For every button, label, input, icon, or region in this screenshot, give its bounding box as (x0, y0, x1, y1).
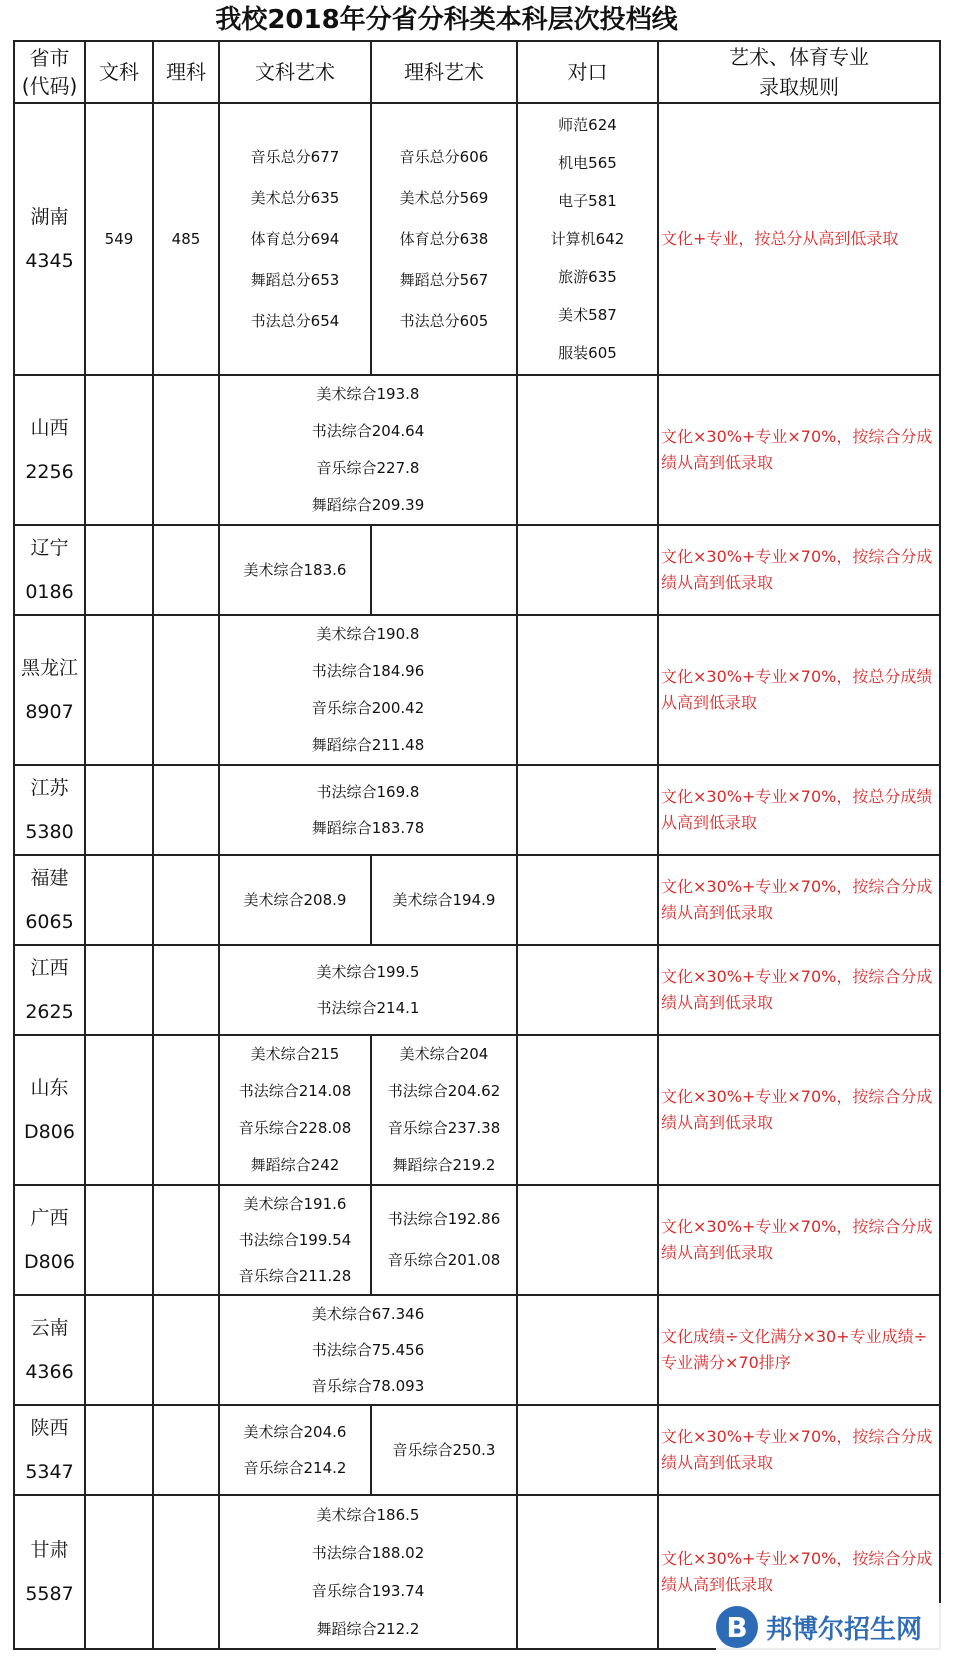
cell-line: 舞蹈综合242 (250, 1156, 340, 1174)
wenke-cell (85, 1295, 153, 1405)
header-province-line2: (代码) (21, 74, 78, 98)
cell-line: 音乐综合228.08 (238, 1119, 352, 1137)
cell-line: 音乐综合237.38 (387, 1119, 501, 1137)
cell-line: 美术综合208.9 (243, 890, 347, 909)
table-row (14, 103, 940, 375)
wenke-cell (85, 1495, 153, 1649)
province-name: 湖南 (30, 206, 69, 228)
province-cell (14, 1295, 85, 1405)
duikou-cell (517, 1035, 658, 1185)
cell-line: 书法总分605 (399, 311, 489, 330)
like-art-cell (371, 1035, 517, 1185)
cell-line: 美术综合183.6 (243, 560, 347, 579)
duikou-cell (517, 855, 658, 945)
like-cell (153, 765, 219, 855)
cell-line: 音乐综合250.3 (392, 1440, 496, 1459)
cell-line: 舞蹈综合219.2 (392, 1156, 496, 1174)
cell-line: 书法综合204.64 (311, 422, 425, 440)
rule-cell: 文化×30%+专业×70%，按综合分成绩从高到低录取 (658, 1035, 940, 1185)
duikou-cell (517, 945, 658, 1035)
cell-line: 书法总分654 (250, 311, 340, 330)
province-cell (14, 945, 85, 1035)
cell-line: 旅游635 (558, 268, 617, 286)
province-name: 黑龙江 (20, 657, 78, 679)
cell-line: 体育总分638 (399, 229, 489, 248)
cell-line: 舞蹈综合211.48 (311, 736, 425, 754)
province-code: D806 (24, 1121, 75, 1143)
art-merged-cell (219, 765, 517, 855)
province-name: 甘肃 (30, 1539, 69, 1561)
province-name: 山西 (30, 417, 69, 439)
art-merged-cell (219, 1295, 517, 1405)
cell-line: 音乐综合214.2 (243, 1459, 347, 1477)
cell-line: 舞蹈综合183.78 (311, 819, 425, 837)
wenke-cell (85, 525, 153, 615)
like-art-cell (371, 525, 517, 615)
like-art-cell (371, 1405, 517, 1495)
cell-line: 书法综合188.02 (311, 1544, 425, 1562)
cell-line: 音乐综合227.8 (316, 459, 420, 477)
cell-line: 美术综合186.5 (316, 1506, 420, 1524)
art-merged-cell (219, 375, 517, 525)
province-code: 5587 (25, 1583, 74, 1605)
rule-cell: 文化×30%+专业×70%，按总分成绩从高到低录取 (658, 765, 940, 855)
cell-line: 书法综合192.86 (387, 1210, 501, 1228)
province-name: 广西 (30, 1207, 69, 1229)
province-cell (14, 1405, 85, 1495)
wenke-cell (85, 1405, 153, 1495)
cell-line: 音乐综合200.42 (311, 699, 425, 717)
watermark-logo-icon: B (716, 1606, 758, 1648)
province-name: 辽宁 (30, 537, 69, 559)
rule-cell: 文化×30%+专业×70%，按综合分成绩从高到低录取 (658, 1185, 940, 1295)
rule-cell: 文化×30%+专业×70%，按综合分成绩从高到低录取 (658, 375, 940, 525)
header-row (14, 41, 940, 103)
score-table (13, 40, 941, 1650)
cell-line: 音乐综合193.74 (311, 1582, 425, 1600)
table-row (14, 1035, 940, 1185)
like-cell (153, 525, 219, 615)
table-body (14, 103, 940, 1649)
like-cell (153, 1495, 219, 1649)
rule-cell: 文化×30%+专业×70%，按总分成绩从高到低录取 (658, 615, 940, 765)
cell-line: 舞蹈综合209.39 (311, 496, 425, 514)
duikou-cell (517, 375, 658, 525)
header-like: 理科 (153, 41, 219, 103)
rule-cell: 文化×30%+专业×70%，按综合分成绩从高到低录取 (658, 1495, 940, 1649)
table-row (14, 375, 940, 525)
art-merged-cell (219, 1495, 517, 1649)
header-rule (658, 41, 940, 103)
duikou-cell (517, 765, 658, 855)
cell-line: 美术587 (558, 306, 617, 324)
header-province (14, 41, 85, 103)
duikou-cell (517, 525, 658, 615)
cell-line: 舞蹈总分567 (399, 270, 489, 289)
rule-cell: 文化×30%+专业×70%，按综合分成绩从高到低录取 (658, 1405, 940, 1495)
duikou-cell (517, 103, 658, 375)
province-code: 2625 (25, 1001, 74, 1023)
table-row (14, 855, 940, 945)
province-name: 福建 (30, 867, 69, 889)
wenke-cell (85, 765, 153, 855)
cell-line: 书法综合199.54 (238, 1231, 352, 1249)
province-cell (14, 855, 85, 945)
art-merged-cell (219, 615, 517, 765)
table-row (14, 615, 940, 765)
like-art-cell (371, 855, 517, 945)
wenke-art-cell (219, 855, 371, 945)
wenke-art-cell (219, 1405, 371, 1495)
cell-line: 美术综合204.6 (243, 1423, 347, 1441)
table-row (14, 1295, 940, 1405)
header-rule-line2: 录取规则 (759, 75, 839, 99)
title-text: 我校2018年分省分科类本科层次投档线 (215, 5, 678, 35)
like-cell (153, 945, 219, 1035)
cell-line: 美术综合204 (399, 1045, 489, 1063)
province-code: 4366 (25, 1361, 74, 1383)
table-row (14, 765, 940, 855)
wenke-art-cell (219, 525, 371, 615)
cell-line: 美术综合67.346 (311, 1305, 425, 1323)
province-cell (14, 765, 85, 855)
province-name: 陕西 (30, 1417, 69, 1439)
cell-line: 舞蹈综合212.2 (316, 1620, 420, 1638)
table-row (14, 1405, 940, 1495)
header-rule-line1: 艺术、体育专业 (729, 45, 869, 69)
like-cell (153, 1185, 219, 1295)
like-cell (153, 1295, 219, 1405)
province-cell (14, 1185, 85, 1295)
province-code: 6065 (25, 911, 74, 933)
province-cell (14, 615, 85, 765)
duikou-cell (517, 1295, 658, 1405)
cell-line: 美术综合190.8 (316, 625, 420, 643)
province-cell (14, 375, 85, 525)
cell-line: 书法综合204.62 (387, 1082, 501, 1100)
watermark (716, 1603, 944, 1651)
duikou-cell (517, 1185, 658, 1295)
cell-line: 书法综合75.456 (311, 1341, 425, 1359)
wenke-cell (85, 615, 153, 765)
watermark-text: 邦博尔招生网 (766, 1614, 923, 1645)
province-code: 0186 (25, 581, 74, 603)
province-name: 山东 (30, 1077, 69, 1099)
cell-line: 音乐综合78.093 (311, 1377, 425, 1395)
rule-cell: 文化+专业，按总分从高到低录取 (658, 103, 940, 375)
wenke-cell (85, 1185, 153, 1295)
province-code: 8907 (25, 701, 74, 723)
page-title (0, 2, 953, 38)
wenke-cell: 549 (85, 103, 153, 375)
province-code: 2256 (25, 461, 74, 483)
wenke-cell (85, 945, 153, 1035)
wenke-cell (85, 375, 153, 525)
wenke-art-cell (219, 1185, 371, 1295)
cell-line: 机电565 (558, 154, 617, 172)
like-art-cell (371, 103, 517, 375)
header-wenke-art: 文科艺术 (219, 41, 371, 103)
like-cell (153, 1405, 219, 1495)
duikou-cell (517, 1405, 658, 1495)
like-cell (153, 855, 219, 945)
header-wenke: 文科 (85, 41, 153, 103)
duikou-cell (517, 1495, 658, 1649)
rule-cell: 文化×30%+专业×70%，按综合分成绩从高到低录取 (658, 855, 940, 945)
cell-line: 师范624 (558, 116, 617, 134)
cell-line: 书法综合169.8 (316, 783, 420, 801)
cell-line: 体育总分694 (250, 229, 340, 248)
cell-line: 音乐总分606 (399, 147, 489, 166)
cell-line: 美术总分635 (250, 188, 340, 207)
header-province-line1: 省市 (29, 46, 70, 70)
cell-line: 服装605 (558, 344, 617, 362)
header-duikou: 对口 (517, 41, 658, 103)
cell-line: 音乐总分677 (250, 147, 340, 166)
wenke-art-cell (219, 103, 371, 375)
cell-line: 书法综合214.1 (316, 999, 420, 1017)
province-name: 江苏 (30, 777, 69, 799)
like-cell (153, 375, 219, 525)
art-merged-cell (219, 945, 517, 1035)
cell-line: 美术综合193.8 (316, 385, 420, 403)
rule-cell: 文化成绩÷文化满分×30+专业成绩÷专业满分×70排序 (658, 1295, 940, 1405)
duikou-cell (517, 615, 658, 765)
cell-line: 舞蹈总分653 (250, 270, 340, 289)
province-code: 5380 (25, 821, 74, 843)
province-cell (14, 1495, 85, 1649)
province-code: 5347 (25, 1461, 74, 1483)
cell-line: 书法综合184.96 (311, 662, 425, 680)
cell-line: 美术综合194.9 (392, 890, 496, 909)
like-cell (153, 615, 219, 765)
cell-line: 美术总分569 (399, 188, 489, 207)
wenke-cell (85, 855, 153, 945)
table-row (14, 945, 940, 1035)
like-art-cell (371, 1185, 517, 1295)
cell-line: 电子581 (558, 192, 617, 210)
wenke-cell (85, 1035, 153, 1185)
province-cell (14, 103, 85, 375)
cell-line: 美术综合199.5 (316, 963, 420, 981)
cell-line: 计算机642 (550, 230, 625, 248)
province-cell (14, 525, 85, 615)
cell-line: 书法综合214.08 (238, 1082, 352, 1100)
province-name: 云南 (30, 1317, 69, 1339)
like-cell: 485 (153, 103, 219, 375)
wenke-art-cell (219, 1035, 371, 1185)
header-like-art: 理科艺术 (371, 41, 517, 103)
rule-cell: 文化×30%+专业×70%，按综合分成绩从高到低录取 (658, 525, 940, 615)
table-row (14, 525, 940, 615)
table-row (14, 1185, 940, 1295)
cell-line: 音乐综合211.28 (238, 1267, 352, 1285)
cell-line: 美术综合191.6 (243, 1195, 347, 1213)
cell-line: 美术综合215 (250, 1045, 340, 1063)
cell-line: 音乐综合201.08 (387, 1251, 501, 1269)
province-code: 4345 (25, 250, 74, 272)
province-code: D806 (24, 1251, 75, 1273)
province-cell (14, 1035, 85, 1185)
province-name: 江西 (30, 957, 69, 979)
rule-cell: 文化×30%+专业×70%，按综合分成绩从高到低录取 (658, 945, 940, 1035)
like-cell (153, 1035, 219, 1185)
